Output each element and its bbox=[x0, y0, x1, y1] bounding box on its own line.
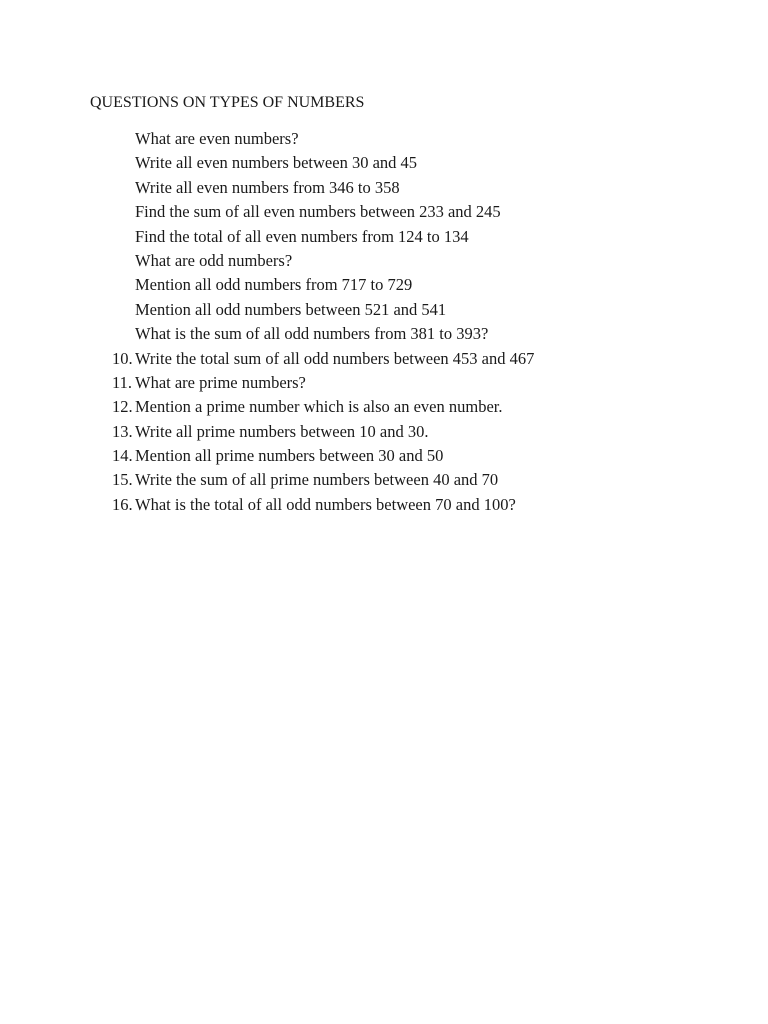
question-text: Mention all odd numbers between 521 and 541 bbox=[135, 299, 447, 319]
question-number: 16. bbox=[112, 494, 133, 514]
question-text: Find the total of all even numbers from 124 to 134 bbox=[135, 226, 469, 246]
question-text: Write the sum of all prime numbers between 40 and 70 bbox=[135, 470, 499, 490]
question-number: 14. bbox=[112, 446, 133, 466]
question-text: What is the sum of all odd numbers from 381 to 393? bbox=[135, 324, 489, 344]
question-text: Write the total sum of all odd numbers between 453 and 467 bbox=[135, 348, 535, 368]
question-number: 11. bbox=[112, 372, 133, 392]
question-text: What is the total of all odd numbers between 70 and 100? bbox=[135, 494, 516, 514]
question-number: 13. bbox=[112, 421, 133, 441]
question-text: Mention a prime number which is also an even number. bbox=[135, 397, 503, 417]
question-text: What are even numbers? bbox=[135, 129, 299, 148]
question-text: Find the sum of all even numbers between 233 and 245 bbox=[135, 202, 501, 222]
question-text: Write all even numbers from 346 to 358 bbox=[135, 177, 400, 197]
question-number: 15. bbox=[112, 470, 133, 490]
question-number: 12. bbox=[112, 397, 133, 417]
question-text: Mention all odd numbers from 717 to 729 bbox=[135, 275, 413, 295]
question-number: 10. bbox=[112, 348, 133, 368]
question-text: Mention all prime numbers between 30 and 50 bbox=[135, 446, 444, 466]
question-text: Write all even numbers between 30 and 45 bbox=[135, 153, 418, 173]
page-title: QUESTIONS ON TYPES OF NUMBERS bbox=[90, 94, 365, 111]
question-text: What are prime numbers? bbox=[135, 372, 306, 392]
question-text: What are odd numbers? bbox=[135, 250, 293, 270]
question-text: Write all prime numbers between 10 and 30. bbox=[135, 421, 429, 441]
